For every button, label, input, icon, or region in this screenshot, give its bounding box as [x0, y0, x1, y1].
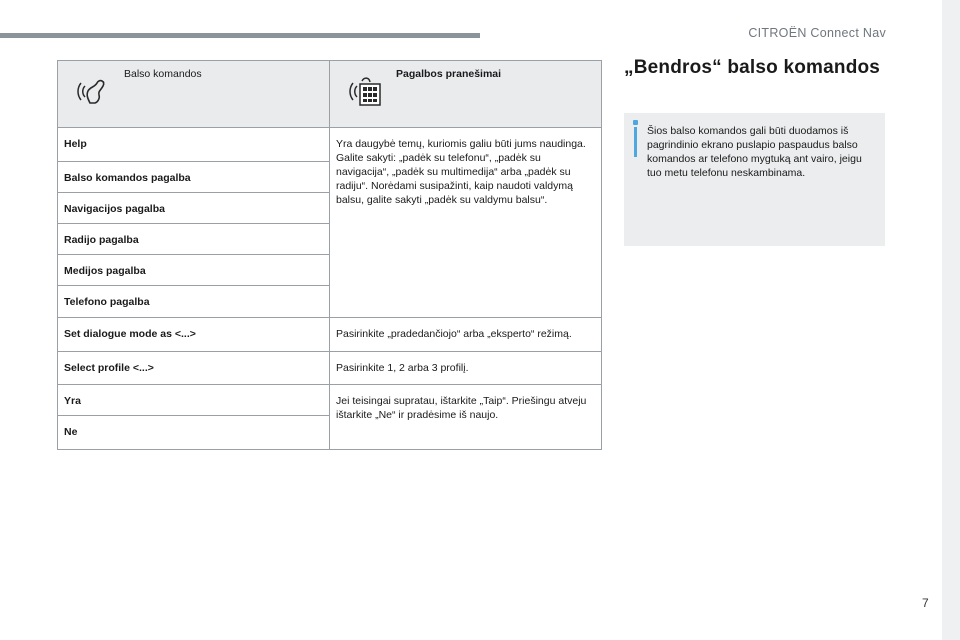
voice-command-icon	[76, 73, 110, 107]
table-header-row	[58, 61, 602, 128]
command-dialogue-mode: Set dialogue mode as <...>	[58, 318, 330, 352]
table-row	[58, 128, 602, 162]
voice-commands-table	[57, 60, 602, 450]
command-select-profile: Select profile <...>	[58, 352, 330, 385]
command-phone-help: Telefono pagalba	[58, 286, 330, 318]
table-row	[58, 318, 602, 352]
header-rule	[0, 33, 480, 38]
table-header-messages	[330, 61, 602, 128]
info-text: Šios balso komandos gali būti duodamos iš pagrindinio ekrano puslapio paspaudus balso komandos ar telefono mygtuką ant vairo, jeigu tuo metu telefonu neskambinama.	[647, 125, 862, 179]
help-message: Yra daugybė temų, kuriomis galiu būti jums naudinga. Galite sakyti: „padėk su telefonu“, „padėk su navigacija“, „padėk su multimedija“ arba „padėk su radiju“. Norėdami susipažinti, kaip naudoti valdymą balsu, galite sakyti „padėk su valdymu balsu“.	[330, 128, 602, 318]
command-media-help: Medijos pagalba	[58, 255, 330, 286]
header-title: CITROËN Connect Nav	[748, 26, 886, 40]
command-radio-help: Radijo pagalba	[58, 224, 330, 255]
select-profile-message: Pasirinkite 1, 2 arba 3 profilį.	[330, 352, 602, 385]
side-strip	[942, 0, 960, 640]
info-icon-bar	[634, 127, 637, 157]
command-no: Ne	[58, 416, 330, 450]
table-row	[58, 352, 602, 385]
info-icon	[633, 120, 638, 125]
command-help: Help	[58, 128, 330, 162]
command-navigation-help: Navigacijos pagalba	[58, 193, 330, 224]
table-header-commands	[58, 61, 330, 128]
command-yes: Yra	[58, 385, 330, 416]
table-header-commands-label: Balso komandos	[124, 68, 202, 80]
table-header-messages-label: Pagalbos pranešimai	[396, 68, 502, 80]
table-row	[58, 385, 602, 416]
command-voice-help: Balso komandos pagalba	[58, 162, 330, 193]
yes-no-message: Jei teisingai supratau, ištarkite „Taip“. Priešingu atveju ištarkite „Ne“ ir pradėsime iš naujo.	[330, 385, 602, 450]
voice-messages-icon	[348, 73, 382, 107]
dialogue-mode-message: Pasirinkite „pradedančiojo“ arba „eksperto“ režimą.	[330, 318, 602, 352]
page-number: 7	[922, 596, 929, 610]
section-title: „Bendros“ balso komandos	[624, 57, 881, 78]
